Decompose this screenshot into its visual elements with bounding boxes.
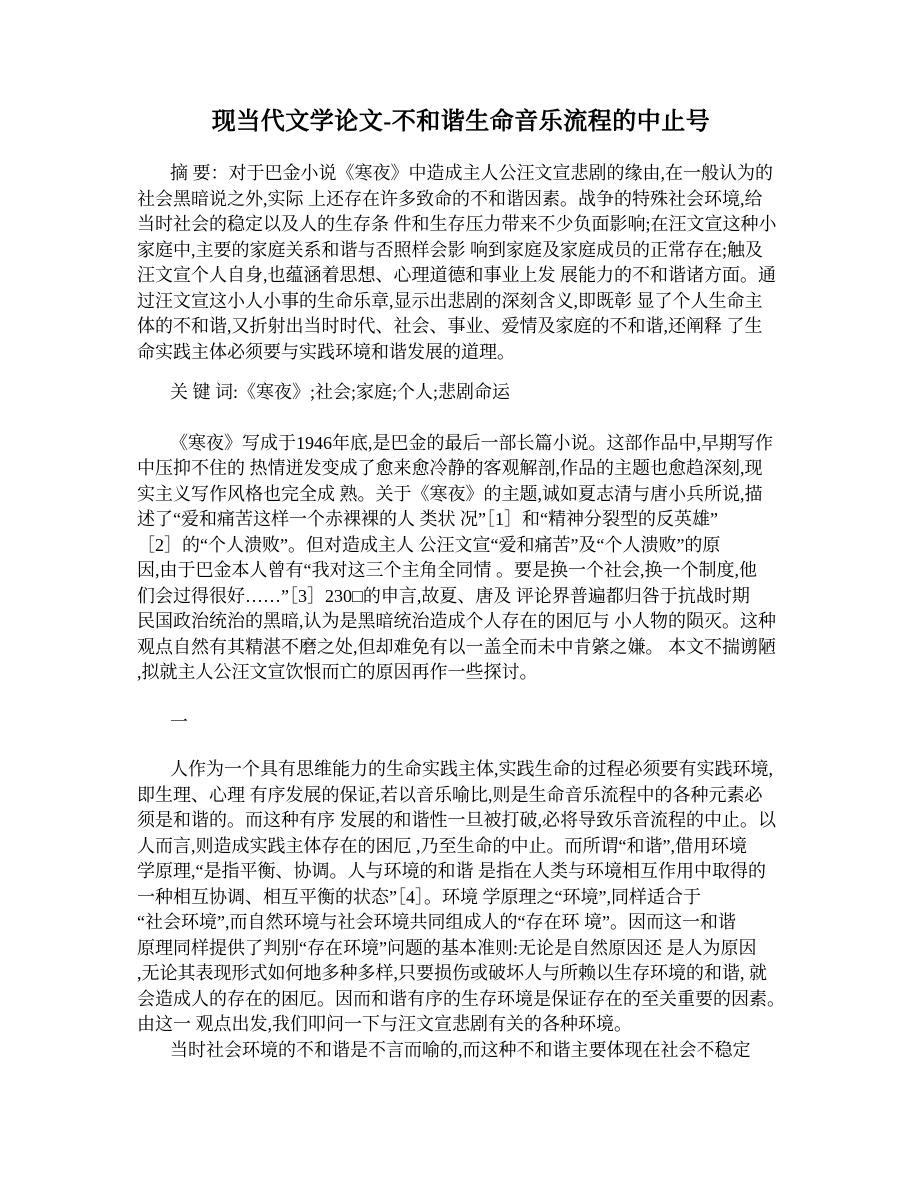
text-line: 《寒夜》写成于1946年底,是巴金的最后一部长篇小说。这部作品中,早期写作 <box>170 432 773 453</box>
text-line: 一种相互协调、相互平衡的状态”［4］。环境 学原理之“环境”,同样适合于 <box>137 886 701 907</box>
text-line: 家庭中,主要的家庭关系和谐与否照样会影 响到家庭及家庭成员的正常存在;触及 <box>137 239 763 260</box>
text-line: 实主义写作风格也完全成 熟。关于《寒夜》的主题,诚如夏志清与唐小兵所说,描 <box>137 483 763 504</box>
text-line: 原理同样提供了判别“存在环境”问题的基本准则:无论是自然原因还 是人为原因 <box>137 937 757 958</box>
text-line: 因,由于巴金本人曾有“我对这三个主角全同情 。要是换一个社会,换一个制度,他 <box>137 560 757 580</box>
text-line: 汪文宣个人自身,也蕴涵着思想、心理道德和事业上发 展能力的不和谐诸方面。通 <box>137 265 776 285</box>
keywords-paragraph <box>137 380 785 406</box>
text-line: 由这一 观点出发,我们叩问一下与汪文宣悲剧有关的各种环境。 <box>137 1014 632 1034</box>
text-line: 即生理、心理 有序发展的保证,若以音乐喻比,则是生命音乐流程中的各种元素必 <box>137 784 763 805</box>
section-marker <box>137 710 785 736</box>
text-line: 当时社会的稳定以及人的生存条 件和生存压力带来不少负面影响;在汪文宣这种小 <box>137 214 777 234</box>
introduction-paragraph <box>137 431 785 686</box>
text-line: 命实践主体必须要与实践环境和谐发展的道理。 <box>137 341 515 362</box>
text-line: 当时社会环境的不和谐是不言而喻的,而这种不和谐主要体现在社会不稳定 <box>170 1039 751 1060</box>
text-line: 们会过得很好……”［3］230□的申言,故夏、唐及 评论界普遍都归咎于抗战时期 <box>137 585 750 606</box>
document-title: 现当代文学论文-不和谐生命音乐流程的中止号 <box>211 109 711 135</box>
text-line: 人而言,则造成实践主体存在的困厄 ,乃至生命的中止。而所谓“和谐”,借用环境 <box>137 835 747 856</box>
text-line: 社会黑暗说之外,实际 上还存在许多致命的不和谐因素。战争的特殊社会环境,给 <box>137 188 763 209</box>
text-line: 人作为一个具有思维能力的生命实践主体,实践生命的过程必须要有实践环境, <box>170 759 773 779</box>
text-line: 观点自然有其精湛不磨之处,但却难免有以一盖全而未中肯綮之嫌。 本文不揣谫陋 <box>137 636 776 657</box>
text-line: ［2］的“个人溃败”。但对造成主人 公汪文宣“爱和痛苦”及“个人溃败”的原 <box>137 534 721 555</box>
text-line: 民国政治统治的黑暗,认为是黑暗统治造成个人存在的困厄与 小人物的陨灭。这种 <box>137 611 776 631</box>
abstract-paragraph <box>137 161 785 365</box>
text-line: 过汪文宣这小人小事的生命乐章,显示出悲剧的深刻含义,即既彰 显了个人生命主 <box>137 290 763 311</box>
text-line: 会造成人的存在的困厄。因而和谐有序的生存环境是保证存在的至关重要的因素。 <box>137 988 785 1009</box>
text-line: “社会环境”,而自然环境与社会环境共同组成人的“存在环 境”。因而这一和谐 <box>137 912 736 932</box>
text-line: 须是和谐的。而这种有序 发展的和谐性一旦被打破,必将导致乐音流程的中止。以 <box>137 810 776 830</box>
text-line: 学原理,“是指平衡、协调。人与环境的和谐 是指在人类与环境相互作用中取得的 <box>137 861 766 881</box>
section-one-paragraph <box>137 757 785 1038</box>
text-line: 体的不和谐,又折射出当时时代、社会、事业、爱情及家庭的不和谐,还阐释 了生 <box>137 316 763 336</box>
text-line: 中压抑不住的 热情迸发变成了愈来愈冷静的客观解剖,作品的主题也愈趋深刻,现 <box>137 458 763 478</box>
text-line: ,无论其表现形式如何地多种多样,只要损伤或破坏人与所赖以生存环境的和谐, 就 <box>137 963 767 983</box>
text-line: 一 <box>170 711 188 732</box>
text-line: ,拟就主人公汪文宣饮恨而亡的原因再作一些探讨。 <box>137 662 538 682</box>
text-line: 述了“爱和痛苦这样一个赤裸裸的人 类状 况”［1］和“精神分裂型的反英雄” <box>137 509 718 529</box>
closing-paragraph <box>137 1038 785 1064</box>
text-line: 摘 要：对于巴金小说《寒夜》中造成主人公汪文宣悲剧的缘由,在一般认为的 <box>170 163 773 183</box>
text-line: 关 键 词:《寒夜》;社会;家庭;个人;悲剧命运 <box>170 382 511 402</box>
